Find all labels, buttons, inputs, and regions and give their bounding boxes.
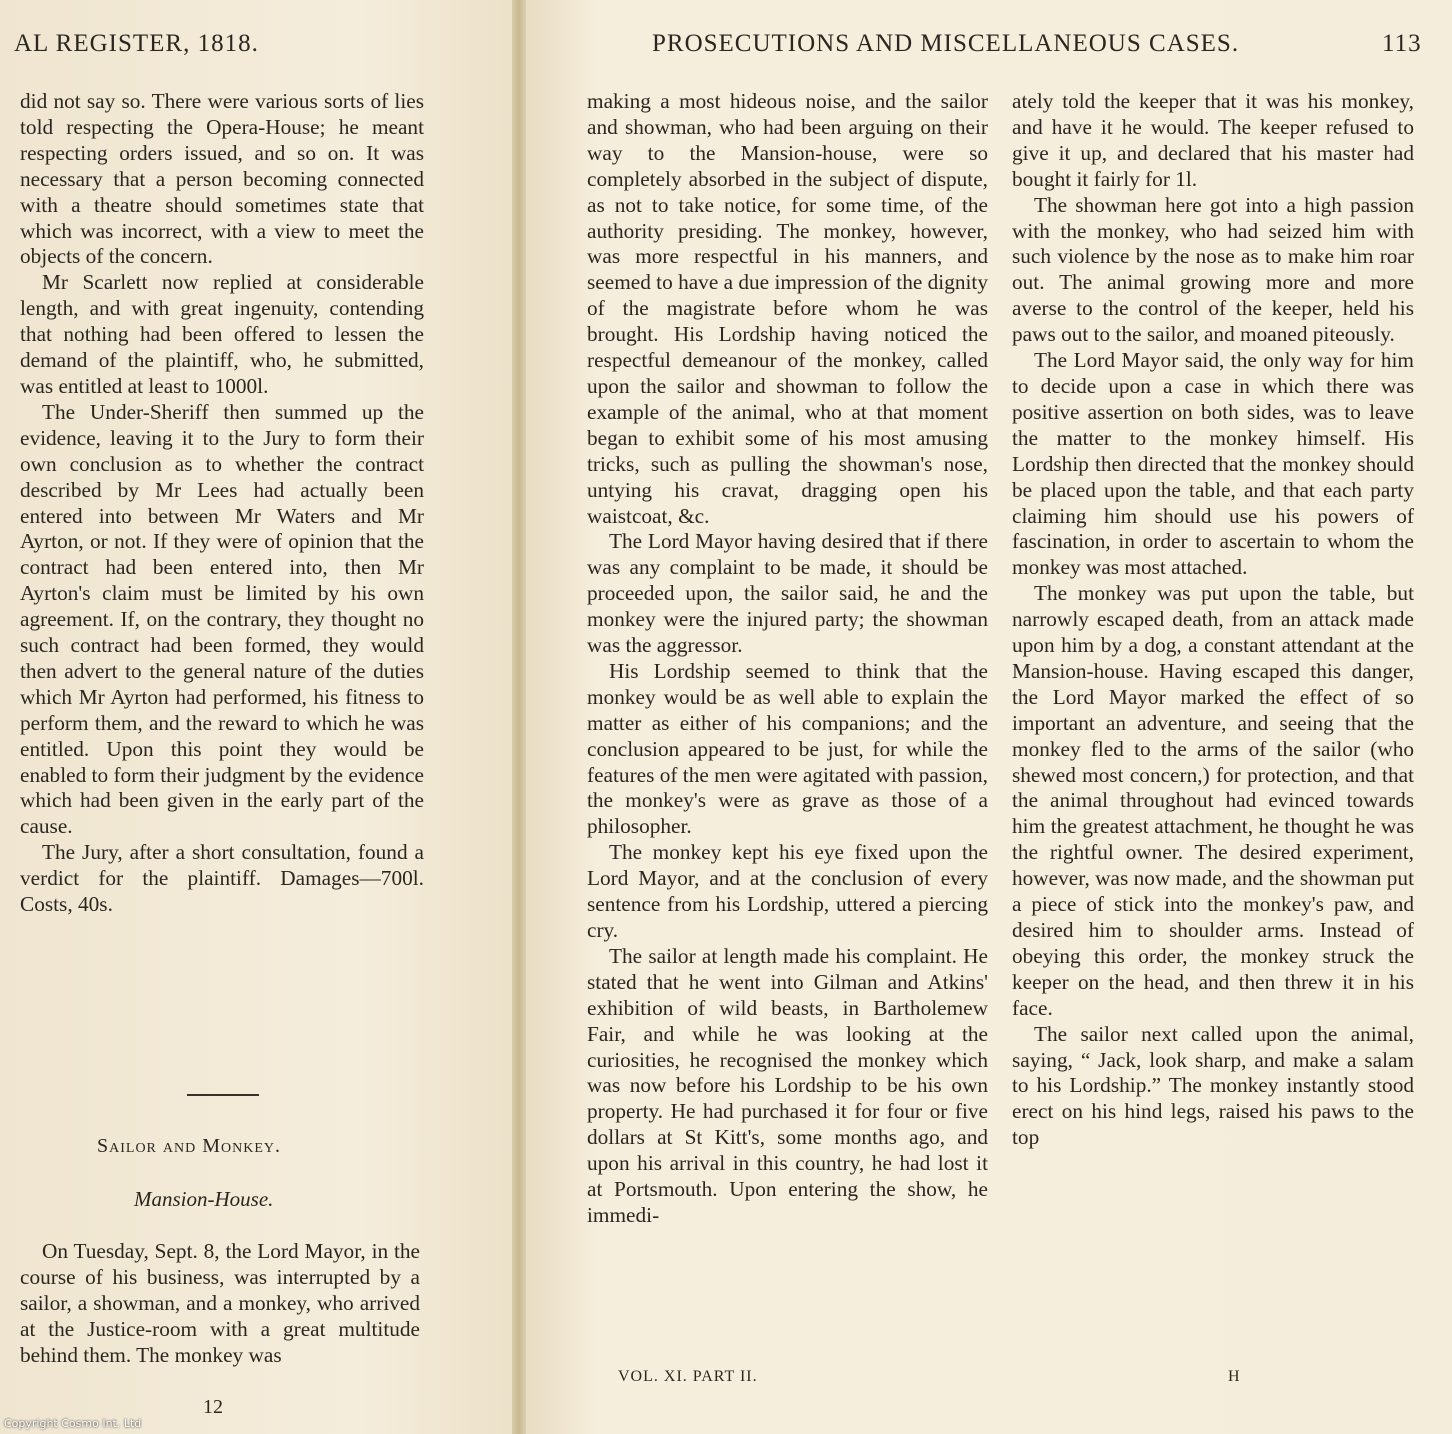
right-column-1: [587, 89, 988, 1229]
section-title: Sailor and Monkey.: [97, 1135, 282, 1157]
paragraph: The monkey kept his eye fixed upon the Lord Mayor, and at the conclusion of every sentence from his Lordship, uttered a piercing cry.: [587, 840, 988, 942]
copyright-watermark: Copyright Cosmo Int. Ltd: [4, 1417, 142, 1430]
section-divider-rule: [187, 1094, 259, 1096]
paragraph: His Lordship seemed to think that the monkey would be as well able to explain the matter as either of his companions; and the conclusion appeared to be just, for while the features of the men were agitated with passion, the monkey's were as grave as those of a philosopher.: [587, 658, 988, 839]
paragraph: The Lord Mayor said, the only way for him to decide upon a case in which there was positive assertion on both sides, was to leave the matter to the monkey himself. His Lordship then directed that the monkey should be placed upon the table, and that each party claiming him should use his powers of fascination, in order to ascertain to whom the monkey was most attached.: [1012, 348, 1414, 580]
paragraph: The monkey was put upon the table, but narrowly escaped death, from an attack made upon him by a dog, a constant attendant at the Mansion-house. Having escaped this danger, the Lord Mayor marked the effect of so important an adventure, and seeing that the monkey fled to the arms of the sailor (who shewed most concern,) for protection, and that the animal throughout had evinced towards him the greatest attachment, he thought he was the rightful owner. The desired experiment, however, was now made, and the showman put a piece of stick into the monkey's paw, and desired him to shoulder arms. Instead of obeying this order, the monkey struck the keeper on the head, and then threw it in his face.: [1012, 581, 1414, 1020]
paragraph: The sailor next called upon the animal, saying, “ Jack, look sharp, and make a salam to his Lordship.” The monkey instantly stood erect on his hind legs, raised his paws to the top: [1012, 1021, 1414, 1150]
footer-volume: VOL. XI. PART II.: [618, 1368, 758, 1385]
running-head-right: PROSECUTIONS AND MISCELLANEOUS CASES.: [652, 30, 1240, 57]
left-page: [0, 0, 512, 1434]
section-subtitle: Mansion-House.: [134, 1187, 274, 1211]
paragraph: The sailor at length made his complaint. He stated that he went into Gilman and Atkins' exhibition of wild beasts, in Bartholemew Fair, and while he was looking at the curiosities, he recognised the monkey which was now before his Lordship to be his own property. He had purchased it for four or five dollars at St Kitt's, some months ago, and upon his arrival in this country, he had lost it at Portsmouth. Upon entering the show, he immedi-: [587, 943, 988, 1227]
paragraph: The showman here got into a high passion with the monkey, who had seized him with such violence by the nose as to make him roar out. The animal growing more and more averse to the control of the keeper, held his paws out to the sailor, and moaned piteously.: [1012, 192, 1414, 347]
paragraph: The Lord Mayor having desired that if there was any complaint to be made, it should be proceeded upon, the sailor said, he and the monkey were the injured party; the showman was the aggressor.: [587, 529, 988, 658]
right-page: [526, 0, 1452, 1434]
page-number: 113: [1382, 30, 1422, 57]
signature-mark: 12: [203, 1396, 223, 1418]
footer-signature: H: [1228, 1368, 1241, 1385]
paragraph: The Under-Sheriff then summed up the evidence, leaving it to the Jury to form their own conclusion as to whether the contract described by Mr Lees had actually been entered into between Mr Waters and Mr Ayrton, or not. If they were of opinion that the contract had been entered into, then Mr Ayrton's claim must be limited by his own agreement. If, on the contrary, they thought no such contract had been formed, they would then advert to the general nature of the duties which Mr Ayrton had performed, his fitness to perform them, and the reward to which he was entitled. Upon this point they would be enabled to form their judgment by the evidence which had been given in the early part of the cause.: [20, 399, 424, 839]
left-column-bottom: [20, 1239, 420, 1369]
paragraph: ately told the keeper that it was his monkey, and have it he would. The keeper refused to give it up, and declared that his master had bought it fairly for 1l.: [1012, 89, 1414, 191]
paragraph: On Tuesday, Sept. 8, the Lord Mayor, in the course of his business, was interrupted by a sailor, a showman, and a monkey, who arrived at the Justice-room with a great multitude behind them. The monkey was: [20, 1239, 420, 1367]
right-column-2: [1012, 89, 1414, 1151]
left-column-top: [20, 89, 424, 918]
running-head-left: AL REGISTER, 1818.: [14, 30, 259, 57]
paragraph: did not say so. There were various sorts of lies told respecting the Opera-House; he meant respecting orders issued, and so on. It was necessary that a person becoming connected with a theatre should sometimes state that which was incorrect, with a view to meet the objects of the concern.: [20, 89, 424, 269]
paragraph: The Jury, after a short consultation, found a verdict for the plaintiff. Damages—700l. Costs, 40s.: [20, 840, 424, 917]
book-gutter: [512, 0, 526, 1434]
paragraph: making a most hideous noise, and the sailor and showman, who had been arguing on their way to the Mansion-house, were so completely absorbed in the subject of dispute, as not to take notice, for some time, of the authority presiding. The monkey, however, was more respectful in his manners, and seemed to have a due impression of the dignity of the magistrate before whom he was brought. His Lordship having noticed the respectful demeanour of the monkey, called upon the sailor and showman to follow the example of the animal, who at that moment began to exhibit some of his most amusing tricks, such as pulling the showman's nose, untying his cravat, dragging open his waistcoat, &c.: [587, 89, 988, 528]
paragraph: Mr Scarlett now replied at considerable length, and with great ingenuity, contending that nothing had been offered to lessen the demand of the plaintiff, who, he submitted, was entitled at least to 1000l.: [20, 270, 424, 398]
